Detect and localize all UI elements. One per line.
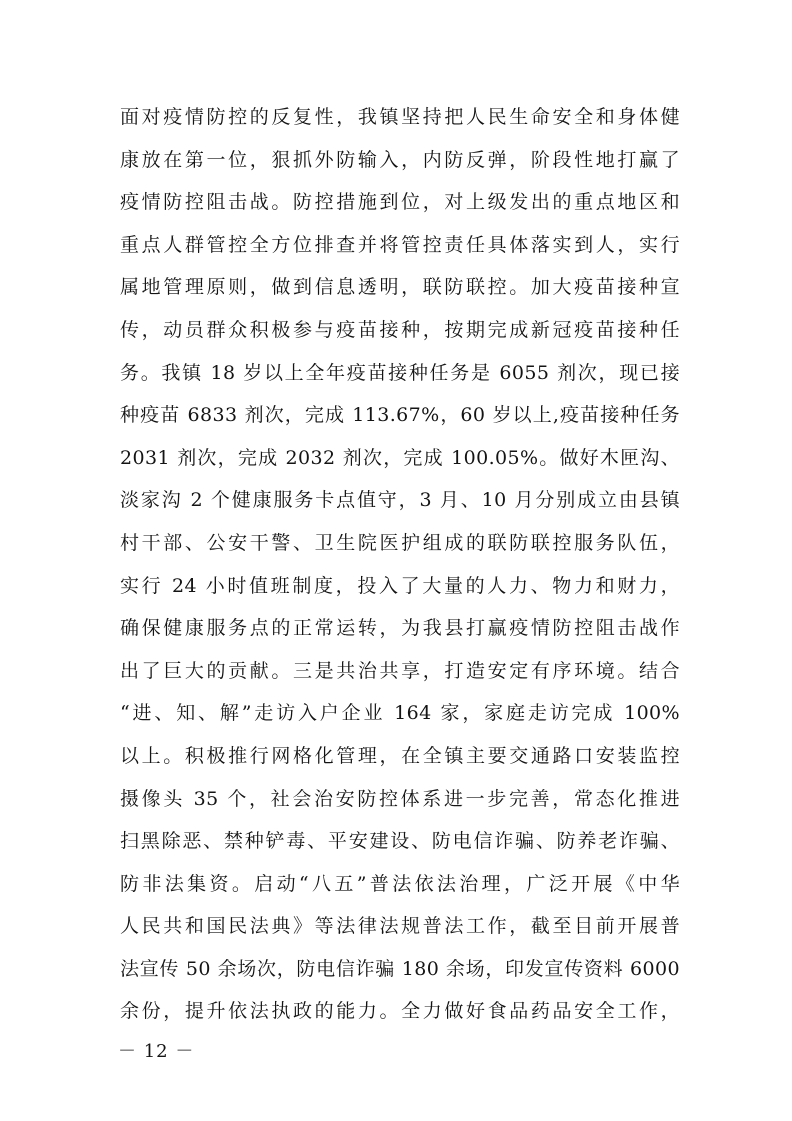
text-line: 疫情防控阻击战。防控措施到位，对上级发出的重点地区和 — [120, 191, 680, 214]
text-line: 实行 24 小时值班制度，投入了大量的人力、物力和财力， — [120, 574, 680, 597]
text-line: 2031 剂次，完成 2032 剂次，完成 100.05%。做好木匣沟、 — [120, 446, 680, 469]
text-line: 重点人群管控全方位排查并将管控责任具体落实到人，实行 — [120, 233, 680, 256]
text-line: 确保健康服务点的正常运转，为我县打赢疫情防控阻击战作 — [120, 617, 680, 640]
page-number: － 12 － — [118, 1041, 195, 1062]
text-line: 人民共和国民法典》等法律法规普法工作，截至目前开展普 — [120, 915, 680, 938]
body-text — [120, 96, 680, 1033]
text-line: 传，动员群众积极参与疫苗接种，按期完成新冠疫苗接种任 — [120, 318, 680, 341]
text-line: 防非法集资。启动“八五”普法依法治理，广泛开展《中华 — [120, 872, 680, 895]
text-line: 村干部、公安干警、卫生院医护组成的联防联控服务队伍， — [120, 531, 680, 554]
text-line: 面对疫情防控的反复性，我镇坚持把人民生命安全和身体健 — [120, 106, 680, 128]
text-line: 出了巨大的贡献。三是共治共享，打造安定有序环境。结合 — [120, 659, 680, 682]
text-line: 务。我镇 18 岁以上全年疫苗接种任务是 6055 剂次，现已接 — [120, 361, 680, 384]
text-line: 属地管理原则，做到信息透明，联防联控。加大疫苗接种宣 — [120, 276, 680, 299]
text-line: 余份，提升依法执政的能力。全力做好食品药品安全工作， — [120, 1000, 680, 1023]
text-line: 摄像头 35 个，社会治安防控体系进一步完善，常态化推进 — [120, 787, 680, 810]
text-line: “进、知、解”走访入户企业 164 家，家庭走访完成 100% — [120, 702, 680, 725]
text-line: 康放在第一位，狠抓外防输入，内防反弹，阶段性地打赢了 — [120, 148, 680, 171]
text-line: 法宣传 50 余场次，防电信诈骗 180 余场，印发宣传资料 6000 — [120, 957, 680, 980]
text-line: 淡家沟 2 个健康服务卡点值守，3 月、10 月分别成立由县镇 — [120, 489, 680, 512]
text-line: 扫黑除恶、禁种铲毒、平安建设、防电信诈骗、防养老诈骗、 — [120, 830, 680, 853]
text-line: 以上。积极推行网格化管理，在全镇主要交通路口安装监控 — [120, 744, 680, 767]
text-line: 种疫苗 6833 剂次，完成 113.67%，60 岁以上,疫苗接种任务 — [120, 404, 680, 427]
